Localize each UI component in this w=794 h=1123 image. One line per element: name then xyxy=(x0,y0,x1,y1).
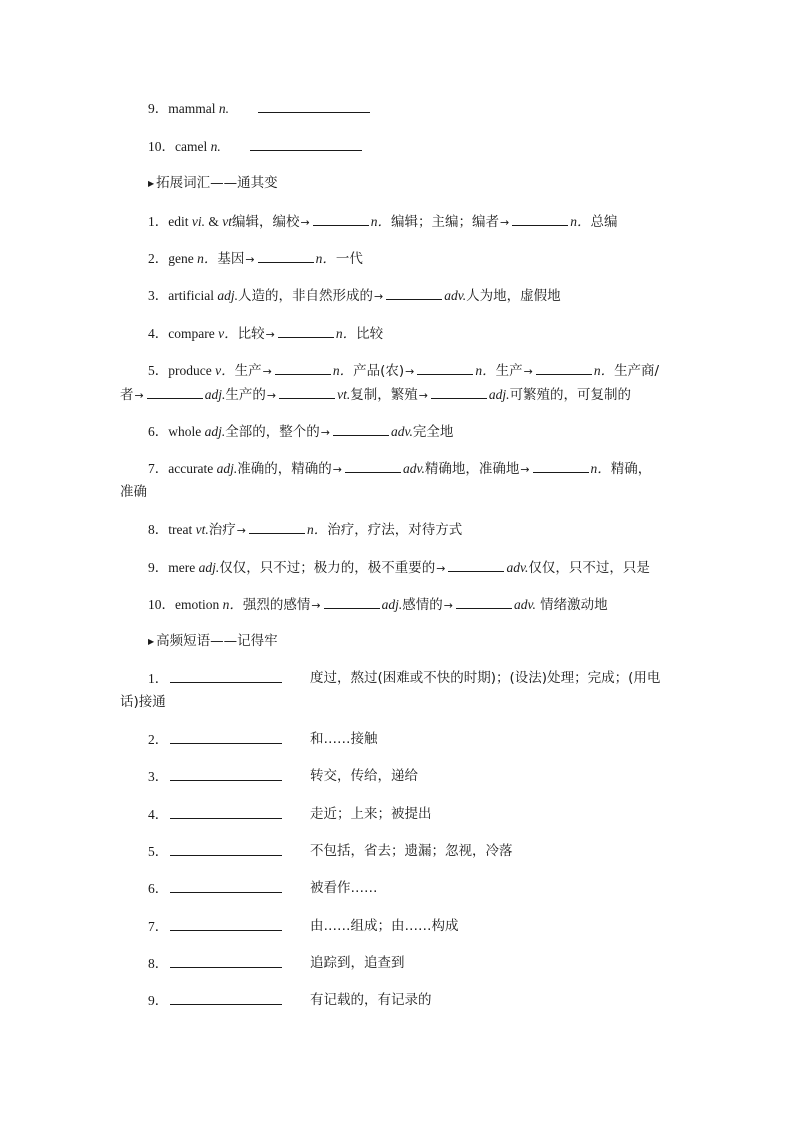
part-of-speech: n. xyxy=(210,139,221,154)
phrase-meaning: 追踪到，追查到 xyxy=(310,955,405,971)
expand-item-1 xyxy=(148,212,617,232)
part-of-speech: vt. xyxy=(337,387,351,402)
part-of-speech: n． xyxy=(197,251,218,266)
phrase-item-6 xyxy=(148,879,688,898)
meaning-text: 生产的 xyxy=(225,387,266,403)
right-arrow-icon: → xyxy=(374,290,384,303)
expand-item-7-continued xyxy=(120,483,147,501)
right-arrow-icon: → xyxy=(320,426,330,439)
phrase-meaning: 不包括，省去；遗漏；忽视，冷落 xyxy=(310,843,513,859)
item-number: 6． xyxy=(148,424,169,439)
meaning-text: 比较 xyxy=(237,326,265,342)
phrase-item-7 xyxy=(148,917,688,936)
answer-blank[interactable] xyxy=(250,137,362,151)
item-number: 4． xyxy=(148,326,169,341)
meaning-text: 生产商/ xyxy=(614,363,660,379)
answer-blank[interactable] xyxy=(170,805,282,819)
vocab-word: gene xyxy=(168,251,198,266)
part-of-speech: n． xyxy=(306,522,328,537)
part-of-speech: n． xyxy=(475,363,496,378)
meaning-text: 总编 xyxy=(590,214,618,230)
right-arrow-icon: → xyxy=(443,599,453,612)
meaning-text: 全部的，整个的 xyxy=(225,424,320,440)
phrase-meaning: 和……接触 xyxy=(310,731,378,747)
right-arrow-icon: → xyxy=(436,562,446,575)
answer-blank[interactable] xyxy=(448,558,504,572)
phrase-item-1 xyxy=(148,669,688,688)
answer-blank[interactable] xyxy=(170,767,282,781)
vocab-word: accurate xyxy=(168,461,217,476)
expand-item-3 xyxy=(148,286,561,306)
answer-blank[interactable] xyxy=(249,520,305,534)
vocab-word: mammal xyxy=(168,101,216,116)
phrase-meaning: 度过，熬过(困难或不快的时期)；(设法)处理；完成；(用电 xyxy=(310,670,661,686)
meaning-text: 编辑；主编；编者 xyxy=(390,214,499,230)
answer-blank[interactable] xyxy=(147,385,203,399)
item-number: 8． xyxy=(148,956,169,971)
part-of-speech: n． xyxy=(222,597,243,612)
expand-item-5-continued xyxy=(120,385,631,405)
item-number: 4． xyxy=(148,807,169,822)
part-of-speech: n． xyxy=(593,363,615,378)
section-title: 高频短语——记得牢 xyxy=(156,633,278,649)
expand-item-4 xyxy=(148,324,383,344)
item-number: 1． xyxy=(148,214,169,229)
item-number: 5． xyxy=(148,363,169,378)
answer-blank[interactable] xyxy=(417,361,473,375)
meaning-text: 比较 xyxy=(356,326,384,342)
answer-blank[interactable] xyxy=(536,361,592,375)
expand-item-7 xyxy=(148,459,651,479)
part-of-speech: adj. xyxy=(204,424,226,439)
meaning-text: 仅仅，只不过，只是 xyxy=(528,560,650,576)
answer-blank[interactable] xyxy=(170,991,282,1005)
part-of-speech: adj. xyxy=(217,288,238,303)
answer-blank[interactable] xyxy=(170,954,282,968)
answer-blank[interactable] xyxy=(258,249,314,263)
answer-blank[interactable] xyxy=(275,361,331,375)
phrase-item-4 xyxy=(148,805,688,824)
answer-blank[interactable] xyxy=(170,879,282,893)
vocab-word: artificial xyxy=(168,288,218,303)
vocab-item-10 xyxy=(148,137,364,156)
part-of-speech: adv. xyxy=(513,597,536,612)
meaning-text: 准确的，精确的 xyxy=(237,461,332,477)
part-of-speech: adj. xyxy=(198,560,220,575)
section-heading-phrases xyxy=(148,632,278,651)
meaning-text: 精确， xyxy=(610,461,652,477)
meaning-text: 基因 xyxy=(217,251,245,267)
right-arrow-icon: → xyxy=(520,463,530,476)
phrase-meaning: 由……组成；由……构成 xyxy=(310,918,459,934)
phrase-item-5 xyxy=(148,842,688,861)
vocab-word: whole xyxy=(168,424,205,439)
answer-blank[interactable] xyxy=(313,212,369,226)
part-of-speech: adj. xyxy=(204,387,226,402)
vocab-word: compare xyxy=(168,326,219,341)
vocab-item-9 xyxy=(148,99,372,118)
part-of-speech: n． xyxy=(590,461,611,476)
phrase-meaning: 被看作…… xyxy=(310,880,378,896)
meaning-text: 人造的，非自然形成的 xyxy=(238,288,373,304)
right-arrow-icon: → xyxy=(262,365,272,378)
part-of-speech: vi. xyxy=(191,214,205,229)
answer-blank[interactable] xyxy=(533,459,589,473)
part-of-speech: n． xyxy=(335,326,357,341)
right-arrow-icon: → xyxy=(523,365,533,378)
phrase-item-2 xyxy=(148,730,688,749)
phrase-item-9 xyxy=(148,991,688,1010)
part-of-speech: adv. xyxy=(444,288,467,303)
meaning-text: 完全地 xyxy=(412,424,454,440)
meaning-text: 情绪激动地 xyxy=(535,597,608,613)
answer-blank[interactable] xyxy=(345,459,401,473)
section-title: 拓展词汇——通其变 xyxy=(156,175,278,191)
answer-blank[interactable] xyxy=(170,669,282,683)
part-of-speech: n． xyxy=(370,214,391,229)
meaning-text: 可繁殖的，可复制的 xyxy=(509,387,632,403)
phrase-meaning: 话)接通 xyxy=(120,694,166,710)
right-arrow-icon: → xyxy=(332,463,342,476)
answer-blank[interactable] xyxy=(279,385,335,399)
phrase-item-8 xyxy=(148,954,688,973)
answer-blank[interactable] xyxy=(170,917,282,931)
right-arrow-icon: → xyxy=(499,216,510,229)
meaning-text: 者 xyxy=(120,387,134,403)
right-arrow-icon: → xyxy=(405,365,415,378)
item-number: 2． xyxy=(148,732,169,747)
vocab-word: edit xyxy=(168,214,192,229)
meaning-text: 仅仅，只不过；极力的，极不重要的 xyxy=(219,560,436,576)
right-arrow-icon: → xyxy=(300,216,310,229)
part-of-speech: n. xyxy=(218,101,229,116)
right-arrow-icon: → xyxy=(311,599,321,612)
ampersand: & xyxy=(205,214,223,229)
triangle-bullet-icon: ▶ xyxy=(148,179,155,188)
expand-item-6 xyxy=(148,422,453,442)
right-arrow-icon: → xyxy=(134,389,144,402)
part-of-speech: adv. xyxy=(402,461,425,476)
meaning-text: 感情的 xyxy=(402,597,443,613)
right-arrow-icon: → xyxy=(236,524,246,537)
answer-blank[interactable] xyxy=(333,422,389,436)
part-of-speech: v． xyxy=(218,326,238,341)
part-of-speech: vt. xyxy=(195,522,209,537)
item-number: 1． xyxy=(148,671,169,686)
part-of-speech: n． xyxy=(315,251,336,266)
right-arrow-icon: → xyxy=(418,389,428,402)
item-number: 9． xyxy=(148,993,169,1008)
answer-blank[interactable] xyxy=(258,99,370,113)
item-number: 6． xyxy=(148,881,169,896)
part-of-speech: n． xyxy=(570,214,591,229)
answer-blank[interactable] xyxy=(324,595,380,609)
item-number: 10． xyxy=(148,139,175,154)
answer-blank[interactable] xyxy=(278,324,334,338)
item-number: 8． xyxy=(148,522,169,537)
vocab-word: produce xyxy=(168,363,216,378)
vocab-word: treat xyxy=(168,522,196,537)
item-number: 7． xyxy=(148,461,169,476)
meaning-text: 人为地，虚假地 xyxy=(466,288,561,304)
answer-blank[interactable] xyxy=(431,385,487,399)
vocab-word: mere xyxy=(168,560,199,575)
meaning-text: 治疗，疗法，对待方式 xyxy=(327,522,463,538)
phrase-item-1-continued xyxy=(120,693,166,711)
meaning-text: 准确 xyxy=(120,484,147,500)
vocab-word: camel xyxy=(175,139,208,154)
part-of-speech: adv. xyxy=(390,424,413,439)
right-arrow-icon: → xyxy=(245,253,255,266)
part-of-speech: adv. xyxy=(506,560,529,575)
item-number: 9． xyxy=(148,101,169,116)
meaning-text: 强烈的感情 xyxy=(242,597,311,613)
item-number: 2． xyxy=(148,251,169,266)
meaning-text: 产品(农) xyxy=(353,363,405,379)
item-number: 3． xyxy=(148,288,169,303)
phrase-item-3 xyxy=(148,767,688,786)
part-of-speech: v． xyxy=(215,363,235,378)
item-number: 10． xyxy=(148,597,175,612)
phrase-meaning: 走近；上来；被提出 xyxy=(310,806,432,822)
part-of-speech: adj. xyxy=(381,597,403,612)
right-arrow-icon: → xyxy=(265,328,275,341)
expand-item-9 xyxy=(148,558,650,578)
item-number: 3． xyxy=(148,769,169,784)
part-of-speech: adj. xyxy=(488,387,510,402)
part-of-speech: adj. xyxy=(216,461,238,476)
meaning-text: 一代 xyxy=(335,251,363,267)
section-heading-expand xyxy=(148,174,278,193)
meaning-text: 生产 xyxy=(495,363,523,379)
item-number: 7． xyxy=(148,919,169,934)
part-of-speech: vt xyxy=(222,214,233,229)
vocab-word: emotion xyxy=(175,597,223,612)
item-number: 5． xyxy=(148,844,169,859)
meaning-text: 复制，繁殖 xyxy=(350,387,418,403)
triangle-bullet-icon: ▶ xyxy=(148,637,155,646)
phrase-meaning: 转交，传给，递给 xyxy=(310,768,418,784)
expand-item-8 xyxy=(148,520,462,540)
meaning-text: 编辑，编校 xyxy=(232,214,300,230)
answer-blank[interactable] xyxy=(170,730,282,744)
expand-item-2 xyxy=(148,249,363,269)
phrase-meaning: 有记载的，有记录的 xyxy=(310,992,432,1008)
meaning-text: 精确地，准确地 xyxy=(424,461,520,477)
meaning-text: 治疗 xyxy=(208,522,236,538)
answer-blank[interactable] xyxy=(170,842,282,856)
expand-item-5 xyxy=(148,361,659,381)
expand-item-10 xyxy=(148,595,608,615)
meaning-text: 生产 xyxy=(234,363,262,379)
answer-blank[interactable] xyxy=(386,286,442,300)
right-arrow-icon: → xyxy=(266,389,277,402)
answer-blank[interactable] xyxy=(456,595,512,609)
answer-blank[interactable] xyxy=(512,212,568,226)
part-of-speech: n． xyxy=(332,363,354,378)
item-number: 9． xyxy=(148,560,169,575)
